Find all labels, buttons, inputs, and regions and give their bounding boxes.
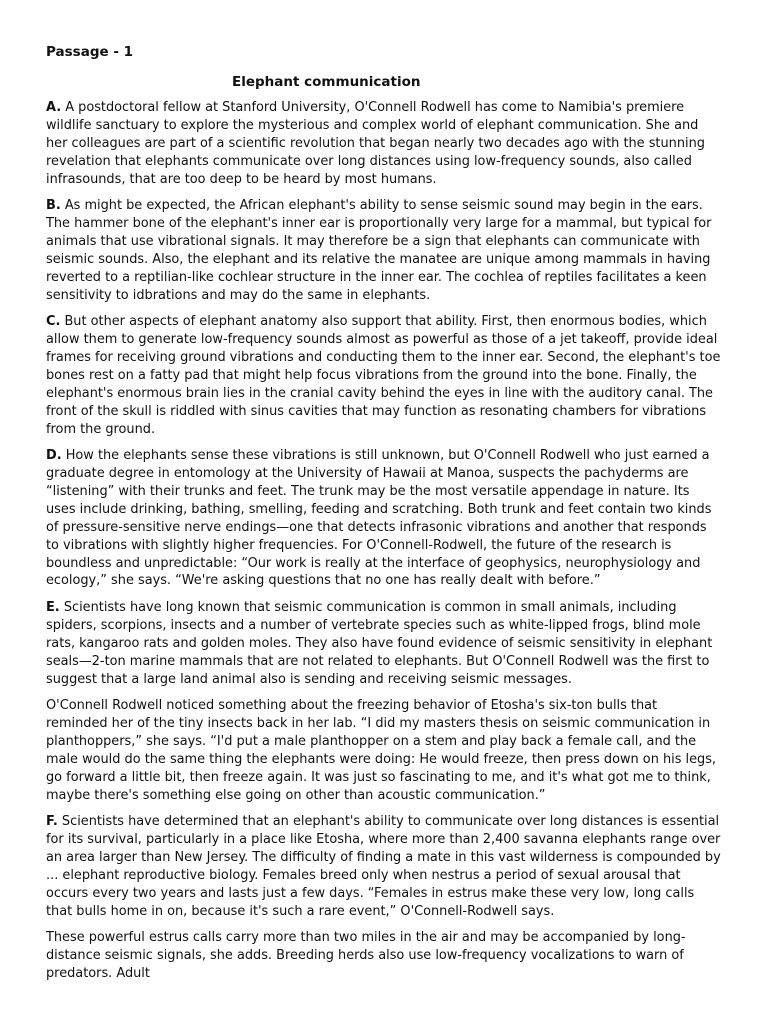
paragraph-a <box>46 99 722 189</box>
paragraph-text: Scientists have determined that an elephant's ability to communicate over long distances is essential for its survival, particularly in a place like Etosha, where more than 2,400 savanna elephants range over an area larger than New Jersey. The difficulty of finding a mate in this vast wilderness is compounded by ... elephant reproductive biology. Females breed only when nestrus a period of sexual arousal that occurs every two years and lasts just a few days. “Females in estrus make these very low, long calls that bulls home in on, because it's such a rare event,” O'Connell-Rodwell says. <box>46 814 721 919</box>
paragraph-text: Scientists have long known that seismic communication is common in small animals, including spiders, scorpions, insects and a number of vertebrate species such as white-lipped frogs, blind mole rats, kangaroo rats and golden moles. They also have found evidence of seismic sensitivity in elephant seals—2-ton marine mammals that are not related to elephants. But O'Connell Rodwell was the first to suggest that a large land animal also is sending and receiving seismic messages. <box>46 599 713 687</box>
paragraph-f <box>46 813 722 920</box>
paragraph-text: But other aspects of elephant anatomy also support that ability. First, then enormous bodies, which allow them to generate low-frequency sounds almost as powerful as those of a jet takeoff, provide ideal frames for receiving ground vibrations and conducting them to the inner ear. Second, the elephant's toe bones rest on a fatty pad that might help focus vibrations from the ground into the bone. Finally, the elephant's enormous brain lies in the cranial cavity behind the eyes in line with the auditory canal. The front of the skull is riddled with sinus cavities that may function as resonating chambers for vibrations from the ground. <box>46 314 721 437</box>
paragraph-letter: C. <box>46 314 61 330</box>
page-title: Elephant communication <box>232 74 421 90</box>
passage-label: Passage - 1 <box>46 44 134 60</box>
paragraph-letter: A. <box>46 100 62 115</box>
paragraph-d <box>46 447 722 590</box>
paragraph-f-continued <box>46 929 722 983</box>
paragraph-e <box>46 599 722 689</box>
paragraph-text: These powerful estrus calls carry more than two miles in the air and may be accompanied by long-distance seismic signals, she adds. Breeding herds also use low-frequency vocalizations to warn of predators. Adult <box>46 930 686 981</box>
paragraph-c <box>46 313 722 438</box>
paragraph-letter: B. <box>46 198 61 214</box>
paragraph-e-continued <box>46 697 722 804</box>
paragraph-b <box>46 197 722 304</box>
paragraph-letter: F. <box>46 814 58 830</box>
paragraph-letter: E. <box>46 599 60 615</box>
document-page <box>46 43 722 991</box>
paragraph-text: O'Connell Rodwell noticed something about the freezing behavior of Etosha's six-ton bulls that reminded her of the tiny insects back in her lab. “I did my masters thesis on seismic communication in planthoppers,” she says. “I'd put a male planthopper on a stem and play back a female call, and the male would do the same thing the elephants were doing: He would freeze, then press down on his legs, go forward a little bit, then freeze again. It was just so fascinating to me, and it's what got me to think, maybe there's something else going on other than acoustic communication.” <box>46 698 717 803</box>
paragraph-letter: D. <box>46 448 62 464</box>
paragraph-text: As might be expected, the African elephant's ability to sense seismic sound may begin in the ears. The hammer bone of the elephant's inner ear is proportionally very large for a mammal, but typical for animals that use vibrational signals. It may therefore be a sign that elephants can communicate with seismic sounds. Also, the elephant and its relative the manatee are unique among mammals in having reverted to a reptilian-like cochlear structure in the inner ear. The cochlea of reptiles facilitates a keen sensitivity to idbrations and may do the same in elephants. <box>46 198 712 303</box>
paragraph-text: How the elephants sense these vibrations is still unknown, but O'Connell Rodwell who just earned a graduate degree in entomology at the University of Hawaii at Manoa, suspects the pachyderms are “listening” with their trunks and feet. The trunk may be the most versatile appendage in nature. Its uses include drinking, bathing, smelling, feeding and scratching. Both trunk and feet contain two kinds of pressure-sensitive nerve endings—one that detects infrasonic vibrations and another that responds to vibrations with slightly higher frequencies. For O'Connell-Rodwell, the future of the research is boundless and unpredictable: “Our work is really at the interface of geophysics, neurophysiology and ecology,” she says. “We're asking questions that no one has really dealt with before.” <box>46 448 712 589</box>
paragraph-text: A postdoctoral fellow at Stanford University, O'Connell Rodwell has come to Namibia's premiere wildlife sanctuary to explore the mysterious and complex world of elephant communication. She and her colleagues are part of a scientific revolution that began nearly two decades ago with the stunning revelation that elephants communicate over long distances using low-frequency sounds, also called infrasounds, that are too deep to be heard by most humans. <box>46 100 705 187</box>
